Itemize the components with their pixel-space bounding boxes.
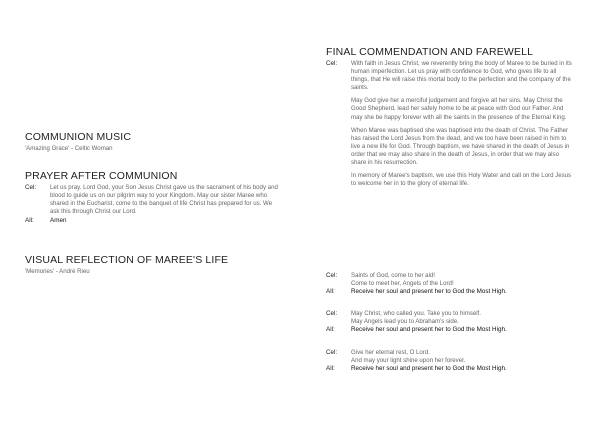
response-all-text: Receive her soul and present her to God the Most High. bbox=[351, 365, 507, 373]
celebrant-prayer-text: Let us pray. Lord God, your Son Jesus Christ gave us the sacrament of his body and blood to guide us on our pilgrim way to your Kingdom. May our sister Maree who shared in the Eucharist, come to the banquet of life Christ has prepared for us. We ask this through Christ our Lord. bbox=[50, 184, 278, 216]
response-celebrant-line: Come to meet her, Angels of the Lord! bbox=[351, 280, 454, 288]
response-celebrant-row bbox=[326, 272, 591, 288]
commendation-paragraph: In memory of Maree's baptism, we use this Holy Water and call on the Lord Jesus to welcome her in to the glory of eternal life. bbox=[351, 172, 572, 188]
response-celebrant-line: Saints of God, come to her aid! bbox=[351, 272, 436, 279]
all-label: All: bbox=[25, 217, 34, 225]
final-commendation-heading: FINAL COMMENDATION AND FAREWELL bbox=[326, 46, 534, 58]
celebrant-label: Cel: bbox=[326, 60, 338, 67]
response-block-1 bbox=[326, 272, 591, 296]
commendation-paragraphs bbox=[351, 60, 573, 193]
all-response-text: Amen bbox=[50, 217, 67, 225]
response-celebrant-line: May Angels lead you to Abraham's side. bbox=[351, 318, 459, 326]
response-celebrant-line: And may your light shine upon her forever. bbox=[351, 357, 466, 365]
all-label: All: bbox=[326, 326, 335, 334]
visual-reflection-subtitle: 'Memories' - André Rieu bbox=[25, 268, 90, 275]
prayer-after-communion-section bbox=[25, 170, 287, 225]
response-all-text: Receive her soul and present her to God the Most High. bbox=[351, 288, 507, 296]
right-page bbox=[300, 0, 600, 425]
celebrant-label: Cel: bbox=[25, 184, 37, 191]
commendation-paragraph: When Maree was baptised she was baptised into the death of Christ. The Father has raised the Lord Jesus from the dead, and we too have been raised in him to live a new life for God. Through baptism, we have shared in the death of Jesus in order that we may also share in the death of Jesus, in order that we may also share in his resurrection. bbox=[351, 126, 570, 167]
visual-reflection-section bbox=[25, 254, 295, 276]
response-celebrant-line: Give her eternal rest, O Lord. bbox=[351, 349, 430, 356]
final-commendation-section bbox=[326, 46, 591, 193]
response-celebrant-line: May Christ, who called you. Take you to himself. bbox=[351, 310, 481, 317]
communion-music-subtitle: 'Amazing Grace' - Celtic Woman bbox=[25, 145, 113, 152]
response-block-3 bbox=[326, 349, 591, 373]
prayer-after-communion-heading: PRAYER AFTER COMMUNION bbox=[25, 170, 178, 182]
commendation-paragraph: With faith in Jesus Christ, we reverently bring the body of Maree to be buried in its human imperfection. Let us pray with confidence to God, who gives life to all things, that He will raise this mortal body to the perfection and the company of the saints. bbox=[351, 60, 572, 92]
response-all-text: Receive her soul and present her to God the Most High. bbox=[351, 326, 507, 334]
visual-reflection-heading: VISUAL REFLECTION OF MAREE'S LIFE bbox=[25, 254, 229, 266]
commendation-paragraph: May God give her a merciful judgement and forgive all her sins. May Christ the Good Shepherd, lead her safely home to be at peace with God our Father. And may she be happy forever with all the saints in the presence of the Eternal King. bbox=[351, 97, 567, 121]
celebrant-label: Cel: bbox=[326, 349, 338, 356]
celebrant-label: Cel: bbox=[326, 310, 338, 317]
all-response-row bbox=[25, 217, 287, 225]
response-all-row bbox=[326, 365, 591, 373]
commendation-celebrant-row bbox=[326, 60, 591, 193]
response-all-row bbox=[326, 288, 591, 296]
response-celebrant-row bbox=[326, 310, 591, 326]
all-label: All: bbox=[326, 288, 335, 296]
communion-music-heading: COMMUNION MUSIC bbox=[25, 131, 132, 143]
response-block-2 bbox=[326, 310, 591, 334]
response-celebrant-row bbox=[326, 349, 591, 365]
celebrant-prayer-row bbox=[25, 184, 287, 216]
communion-music-section bbox=[25, 131, 285, 153]
all-label: All: bbox=[326, 365, 335, 373]
celebrant-label: Cel: bbox=[326, 272, 338, 279]
response-all-row bbox=[326, 326, 591, 334]
